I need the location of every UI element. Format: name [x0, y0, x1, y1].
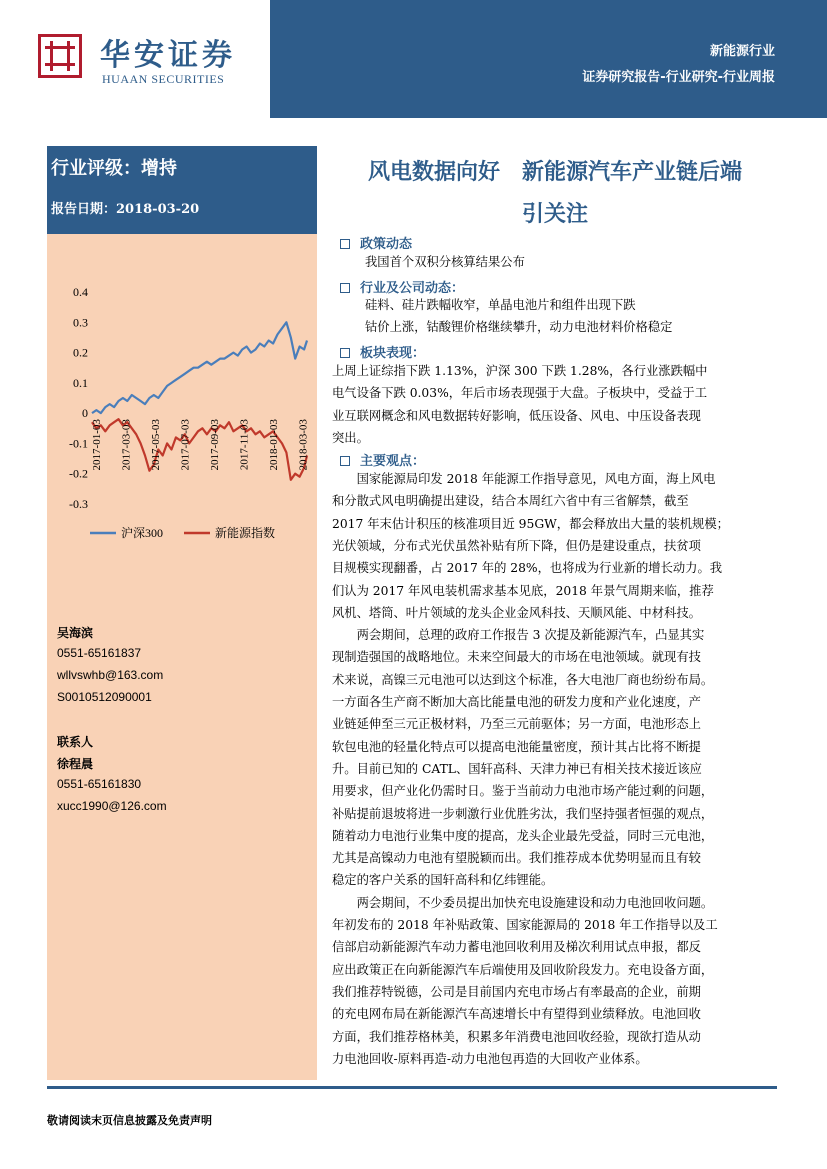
y-tick-label: 0.4 — [73, 285, 88, 299]
x-tick-label: 2017-11-03 — [238, 419, 251, 471]
paragraph-line: 补贴提前退坡将进一步刺激行业优胜劣汰，我们坚持强者恒强的观点， — [332, 806, 714, 821]
paragraph-line: 的充电网布局在新能源汽车高速增长中有望得到业绩释放。电池回收 — [332, 1007, 701, 1022]
paragraph-line: 现制造强国的战略地位。未来空间最大的市场在电池领域。就现有技 — [332, 650, 701, 665]
analyst-license: S0010512090001 — [57, 690, 152, 704]
x-tick-label: 2018-01-03 — [268, 419, 280, 471]
contact-label: 联系人 — [57, 735, 94, 749]
series-line-hs300 — [92, 322, 307, 413]
logo-english-name: HUAAN SECURITIES — [102, 72, 225, 86]
paragraph-line: 应出政策正在向新能源汽车后端使用及回收阶段发力。充电设备方面， — [332, 962, 714, 977]
section-industry-heading: 行业及公司动态： — [340, 277, 464, 296]
section-policy-heading: 政策动态 — [340, 233, 412, 252]
paragraph-line: 升。目前已知的 CATL、国轩高科、天津力神已有相关技术接近该应 — [332, 761, 702, 776]
paragraph-line: 业互联网概念和风电数据转好影响，低压设备、风电、中压设备表现 — [332, 408, 701, 423]
x-tick-label: 2018-03-03 — [297, 419, 310, 471]
footer-disclaimer[interactable]: 敬请阅读末页信息披露及免责声明 — [47, 1114, 212, 1127]
paragraph-line: 们认为 2017 年风电装机需求基本见底，2018 年景气周期来临，推荐 — [332, 583, 714, 598]
x-tick-label: 2017-01-03 — [91, 419, 103, 471]
contact-email[interactable]: xucc1990@126.com — [57, 799, 167, 813]
huaan-logo-icon — [38, 34, 82, 78]
x-tick-label: 2017-09-03 — [209, 419, 221, 471]
y-tick-label: 0.2 — [73, 345, 88, 360]
y-tick-label: 0 — [82, 406, 88, 421]
paragraph-line: 术来说，高镍三元电池可以达到这个标准，各大电池厂商也纷纷布局。 — [332, 672, 714, 687]
industry-rating: 行业评级：增持 — [51, 158, 177, 179]
checkbox-bullet-icon — [340, 239, 350, 249]
paragraph-line: 风机、塔筒、叶片领域的龙头企业金风科技、天顺风能、中材科技。 — [332, 605, 701, 620]
report-title-line1: 风电数据向好 新能源汽车产业链后端 — [367, 160, 742, 185]
paragraph-line: 我们推荐特锐德，公司是目前国内充电市场占有率最高的企业，前期 — [332, 984, 701, 999]
legend-label: 沪深300 — [121, 526, 164, 540]
paragraph-line: 两会期间，总理的政府工作报告 3 次提及新能源汽车，凸显其实 — [332, 628, 705, 643]
performance-chart — [52, 276, 314, 546]
paragraph-line: 和分散式风电明确提出建设，结合本周红六省中有三省解禁，截至 — [332, 494, 689, 509]
x-tick-label: 2017-03-03 — [120, 419, 133, 471]
section-sector-heading: 板块表现： — [340, 342, 425, 361]
y-tick-label: -0.1 — [69, 436, 88, 451]
y-tick-label: 0.3 — [73, 315, 88, 330]
paragraph-line: 突出。 — [332, 430, 369, 445]
paragraph-line: 电气设备下跌 0.03%，年后市场表现强于大盘。子板块中，受益于工 — [332, 386, 707, 401]
checkbox-bullet-icon — [340, 456, 350, 466]
industry-item: 钴价上涨，钴酸锂价格继续攀升，动力电池材料价格稳定 — [365, 320, 673, 334]
paragraph-line: 国家能源局印发 2018 年能源工作指导意见，风电方面，海上风电 — [332, 472, 716, 486]
report-header — [0, 0, 827, 118]
contact-phone: 0551-65161830 — [57, 777, 142, 791]
y-tick-label: -0.2 — [69, 466, 88, 481]
footer-divider — [47, 1086, 777, 1089]
logo-chinese-name: 华安证券 — [100, 38, 236, 73]
contact-name: 徐程晨 — [57, 757, 94, 771]
checkbox-bullet-icon — [340, 348, 350, 358]
section-views-heading: 主要观点： — [340, 450, 425, 469]
report-title-line2: 引关注 — [521, 202, 588, 227]
paragraph-line: 光伏领域，分布式光伏虽然补贴有所下降，但仍是建设重点，扶贫项 — [332, 538, 701, 553]
paragraph-line: 力电池回收-原料再造-动力电池包再造的大回收产业体系。 — [332, 1051, 648, 1066]
paragraph-line: 上周上证综指下跌 1.13%，沪深 300 下跌 1.28%，各行业涨跌幅中 — [332, 364, 708, 378]
paragraph-line: 两会期间，不少委员提出加快充电设施建设和动力电池回收问题。 — [332, 895, 714, 910]
paragraph-line: 一方面各生产商不断加大高比能量电池的研发力度和产业化速度，产 — [332, 695, 701, 709]
logo-area — [0, 0, 270, 118]
paragraph-line: 信部启动新能源汽车动力蓄电池回收利用及梯次利用试点申报，都反 — [332, 940, 701, 955]
y-tick-label: -0.3 — [69, 497, 88, 511]
paragraph-line: 年初发布的 2018 年补贴政策、国家能源局的 2018 年工作指导以及工 — [332, 918, 718, 932]
x-tick-label: 2017-05-03 — [150, 419, 162, 471]
y-tick-label: 0.1 — [73, 375, 88, 390]
report-date: 报告日期：2018-03-20 — [51, 202, 200, 217]
checkbox-bullet-icon — [340, 283, 350, 293]
header-report-type: 证券研究报告-行业研究-行业周报 — [582, 70, 775, 85]
analyst-phone: 0551-65161837 — [57, 646, 142, 660]
analyst-email[interactable]: wllvswhb@163.com — [57, 668, 164, 682]
paragraph-line: 用要求，但产业化仍需时日。鉴于当前动力电池市场产能过剩的问题， — [332, 784, 714, 799]
header-sector: 新能源行业 — [709, 44, 775, 59]
analyst-name: 吴海滨 — [57, 626, 94, 640]
chart-svg — [52, 276, 314, 546]
paragraph-line: 稳定的客户关系的国轩高科和亿纬锂能。 — [332, 873, 554, 888]
policy-item: 我国首个双积分核算结果公布 — [365, 255, 525, 269]
paragraph-line: 尤其是高镍动力电池有望脱颖而出。我们推荐成本优势明显而且有较 — [332, 851, 701, 866]
paragraph-line: 2017 年末估计积压的核准项目近 95GW，都会释放出大量的装机规模； — [332, 516, 729, 531]
x-tick-label: 2017-07-03 — [179, 419, 192, 471]
industry-item: 硅料、硅片跌幅收窄，单晶电池片和组件出现下跌 — [365, 298, 636, 312]
legend-label: 新能源指数 — [215, 526, 276, 540]
paragraph-line: 软包电池的轻量化特点可以提高电池能量密度，预计其占比将不断提 — [332, 739, 701, 754]
paragraph-line: 方面，我们推荐格林美，积累多年消费电池回收经验，现欲打造从动 — [332, 1029, 701, 1044]
rating-panel — [47, 146, 317, 234]
paragraph-line: 随着动力电池行业集中度的提高，龙头企业最先受益，同时三元电池， — [332, 828, 714, 843]
paragraph-line: 目规模实现翻番，占 2017 年的 28%，也将成为行业新的增长动力。我 — [332, 561, 723, 576]
paragraph-line: 业链延伸至三元正极材料，乃至三元前驱体；另一方面，电池形态上 — [332, 717, 701, 732]
